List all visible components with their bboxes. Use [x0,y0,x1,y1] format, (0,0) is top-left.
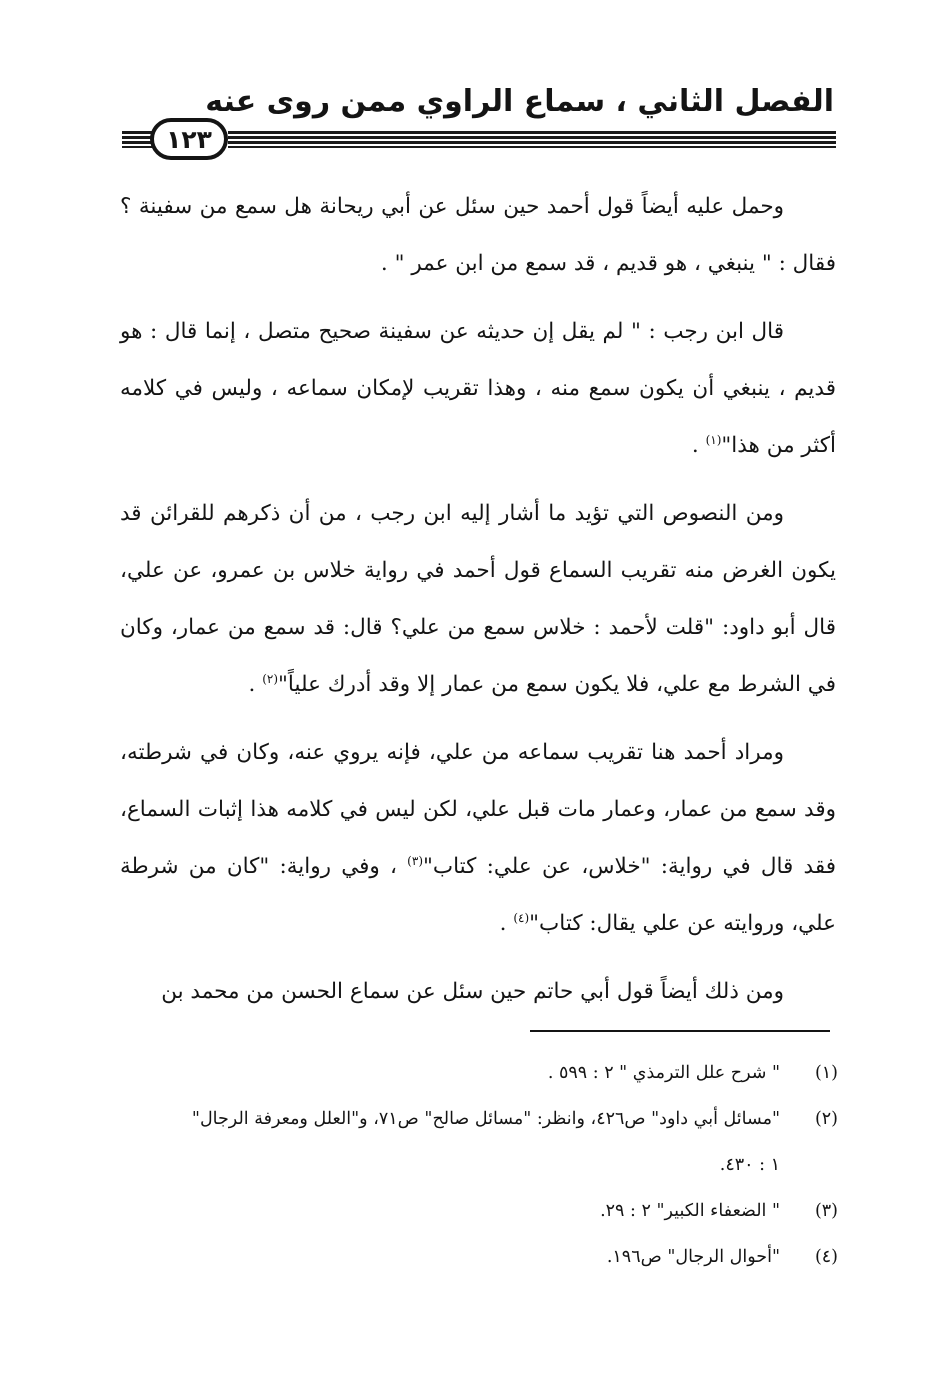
footnote-text: ١ : ٤٣٠. [719,1155,780,1175]
text-line: علي، قال أبو داود: "قلت لأحمد : خلاس سمع من علي؟ قال: قد سمع من [120,558,836,640]
footnote-2-continued [120,1142,838,1188]
footnotes [120,1050,838,1280]
text-line: ، وفي رواية: "كان من شرطة [120,854,397,879]
footnote-2 [120,1096,838,1142]
paragraph-1 [120,178,836,292]
footnote-1 [120,1050,838,1096]
footnote-number: (١) [814,1063,838,1083]
running-title: الفصل الثاني ، سماع الراوي ممن روى عنه [205,84,834,119]
footnote-text: "مسائل أبي داود" ص٤٢٦، وانظر: "مسائل صالح" ص٧١، و"العلل ومعرفة الرجال" [191,1109,780,1129]
footnote-ref-2[interactable]: (٢) [262,671,279,686]
paragraph-2 [120,303,836,474]
text-line: . [499,911,507,936]
header-rule [228,131,836,148]
text-line: هو قديم ، ينبغي أن يكون سمع منه ، وهذا تقريب لإمكان سماعه ، وليس في [120,319,836,401]
page-number: ١٢٣ [150,118,228,160]
footnote-text: " الضعفاء الكبير" ٢ : ٢٩. [600,1201,780,1221]
footnote-number: (٢) [814,1109,838,1129]
text-line: وقد سمع من عمار، وعمار مات قبل علي، لكن ليس في كلامه هذا إثبات السماع، [120,797,836,822]
text-line: . [691,433,699,458]
footnote-number: (٤) [814,1247,838,1267]
paragraph-3 [120,485,836,713]
text-line: ومراد أحمد هنا تقريب سماعه من علي، فإنه يروي عنه، وكان في شرطته، [120,740,784,765]
text-line: كلامه أكثر من هذا" [120,376,836,458]
text-line: . [248,672,256,697]
footnote-ref-4[interactable]: (٤) [513,910,530,925]
body-text [120,178,836,1031]
footnote-ref-3[interactable]: (٣) [407,853,423,868]
text-line: فقال : " ينبغي ، هو قديم ، قد سمع من ابن عمر " . [380,251,836,276]
text-line: عمار، وكان في الشرط مع علي، فلا يكون سمع من عمار إلا وقد أدرك علياً" [120,615,836,697]
footnote-4 [120,1234,838,1280]
paragraph-4 [120,724,836,952]
text-line: علي، وروايته عن علي يقال: كتاب" [529,911,836,936]
paragraph-5 [120,963,836,1020]
footnote-text: "أحوال الرجال" ص١٩٦. [606,1247,780,1267]
text-line: قال ابن رجب : " لم يقل إن حديثه عن سفينة صحيح متصل ، إنما قال : [150,319,784,344]
text-line: ومن ذلك أيضاً قول أبي حاتم حين سئل عن سماع الحسن من محمد بن [161,979,784,1004]
footnote-3 [120,1188,838,1234]
text-line: قد يكون الغرض منه تقريب السماع قول أحمد في رواية خلاس بن عمرو، عن [120,501,836,583]
footnote-text: " شرح علل الترمذي " ٢ : ٥٩٩ . [547,1063,780,1083]
footnote-number: (٣) [814,1201,838,1221]
text-line: فقد قال في رواية: "خلاس، عن علي: كتاب" [423,854,836,879]
header-rule-stub [122,131,152,148]
text-line: وحمل عليه أيضاً قول أحمد حين سئل عن أبي ريحانة هل سمع من سفينة ؟ [120,194,784,219]
footnote-ref-1[interactable]: (١) [705,432,722,447]
text-line: ومن النصوص التي تؤيد ما أشار إليه ابن رجب ، من أن ذكرهم للقرائن [149,501,784,526]
footnote-separator [530,1030,830,1032]
